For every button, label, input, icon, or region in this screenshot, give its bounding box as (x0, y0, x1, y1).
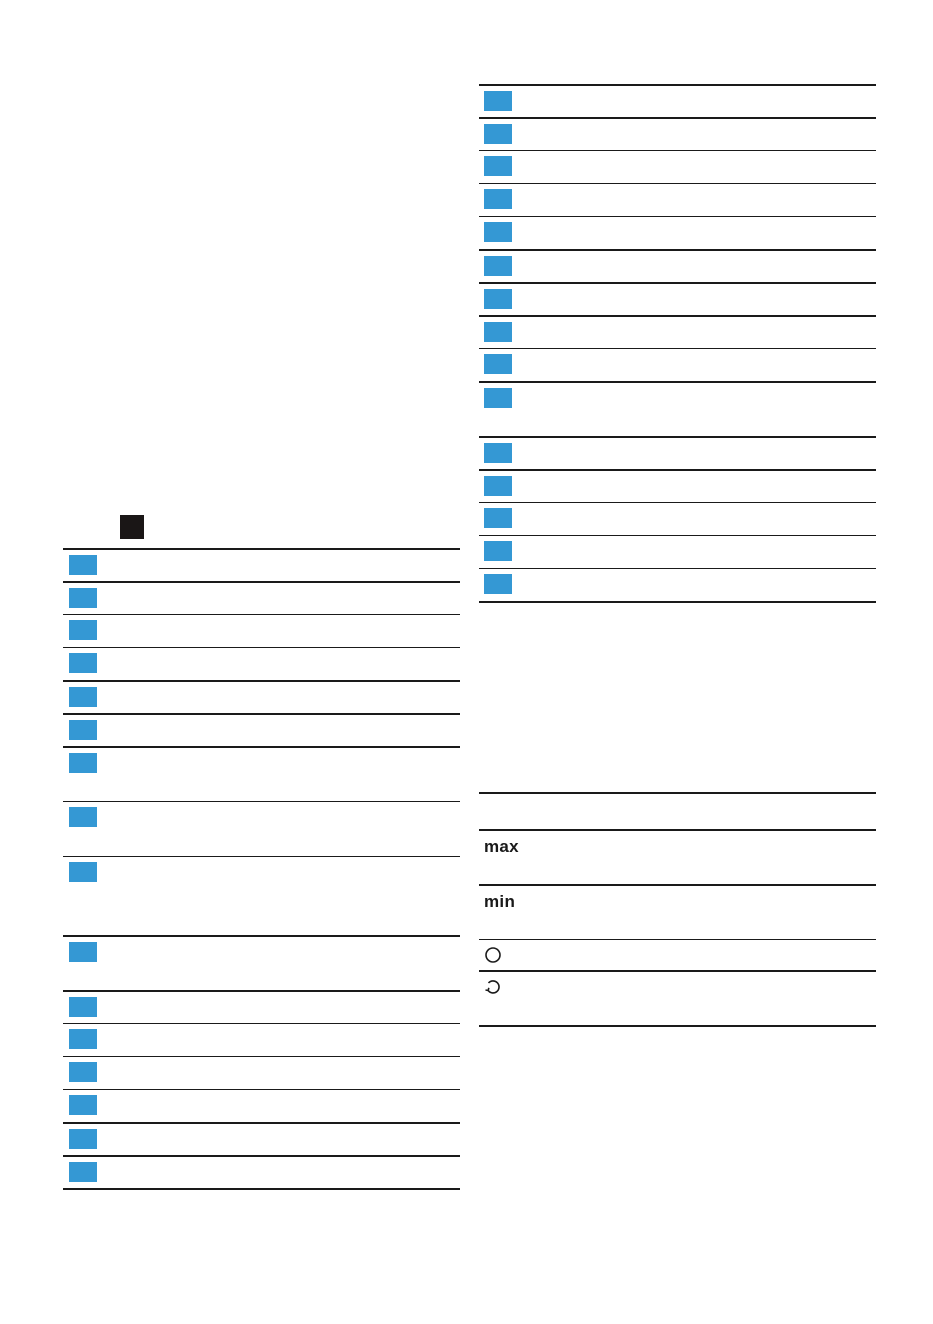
blue-square-icon (484, 443, 512, 463)
blue-square-icon (484, 322, 512, 342)
blue-square-icon (69, 1162, 97, 1182)
blue-square-icon (484, 541, 512, 561)
list-item (63, 713, 460, 746)
blue-square-icon (484, 156, 512, 176)
legend-table (479, 792, 876, 1027)
list-item (63, 1155, 460, 1188)
blue-square-icon (484, 388, 512, 408)
blue-square-icon (69, 1129, 97, 1149)
legend-header-row (479, 792, 876, 829)
list-item (63, 647, 460, 680)
blue-square-icon (69, 997, 97, 1017)
blue-square-icon (69, 942, 97, 962)
list-item (63, 856, 460, 935)
blue-square-icon (484, 91, 512, 111)
list-item (479, 249, 876, 282)
blue-square-icon (484, 256, 512, 276)
blue-square-icon (484, 574, 512, 594)
left-color-list (63, 548, 460, 1190)
list-item (479, 282, 876, 315)
rotate-arrow-icon (484, 978, 502, 996)
blue-square-icon (69, 620, 97, 640)
list-item (479, 381, 876, 436)
legend-row (479, 884, 876, 939)
blue-square-icon (484, 476, 512, 496)
legend-label: max (484, 837, 519, 856)
blue-square-icon (69, 1029, 97, 1049)
blue-square-icon (69, 588, 97, 608)
list-item (479, 216, 876, 249)
legend-label: min (484, 892, 516, 911)
blue-square-icon (484, 124, 512, 144)
blue-square-icon (69, 1062, 97, 1082)
blue-square-icon (484, 289, 512, 309)
list-item (63, 581, 460, 614)
blue-square-icon (484, 222, 512, 242)
black-square-marker (120, 515, 144, 539)
list-item (63, 680, 460, 713)
list-item (63, 1056, 460, 1089)
list-item (479, 348, 876, 381)
blue-square-icon (69, 555, 97, 575)
list-item (63, 935, 460, 990)
list-item (63, 746, 460, 801)
blue-square-icon (69, 720, 97, 740)
list-item (63, 1023, 460, 1056)
list-item (63, 614, 460, 647)
blue-square-icon (69, 1095, 97, 1115)
blue-square-icon (69, 653, 97, 673)
list-item (479, 568, 876, 601)
blue-square-icon (484, 189, 512, 209)
blue-square-icon (484, 354, 512, 374)
list-item (479, 183, 876, 216)
list-item (479, 502, 876, 535)
right-color-list (479, 84, 876, 603)
list-item (479, 315, 876, 348)
list-item (63, 548, 460, 581)
blue-square-icon (484, 508, 512, 528)
blue-square-icon (69, 687, 97, 707)
list-item (63, 990, 460, 1023)
list-item (479, 117, 876, 150)
list-item (63, 1089, 460, 1122)
list-item (63, 1122, 460, 1155)
list-item (479, 150, 876, 183)
blue-square-icon (69, 807, 97, 827)
list-item (479, 469, 876, 502)
list-item (479, 84, 876, 117)
list-item (63, 801, 460, 856)
legend-row (479, 970, 876, 1025)
circle-icon (484, 946, 502, 964)
list-item (479, 436, 876, 469)
list-item (479, 535, 876, 568)
legend-row (479, 829, 876, 884)
legend-row (479, 939, 876, 970)
blue-square-icon (69, 862, 97, 882)
blue-square-icon (69, 753, 97, 773)
